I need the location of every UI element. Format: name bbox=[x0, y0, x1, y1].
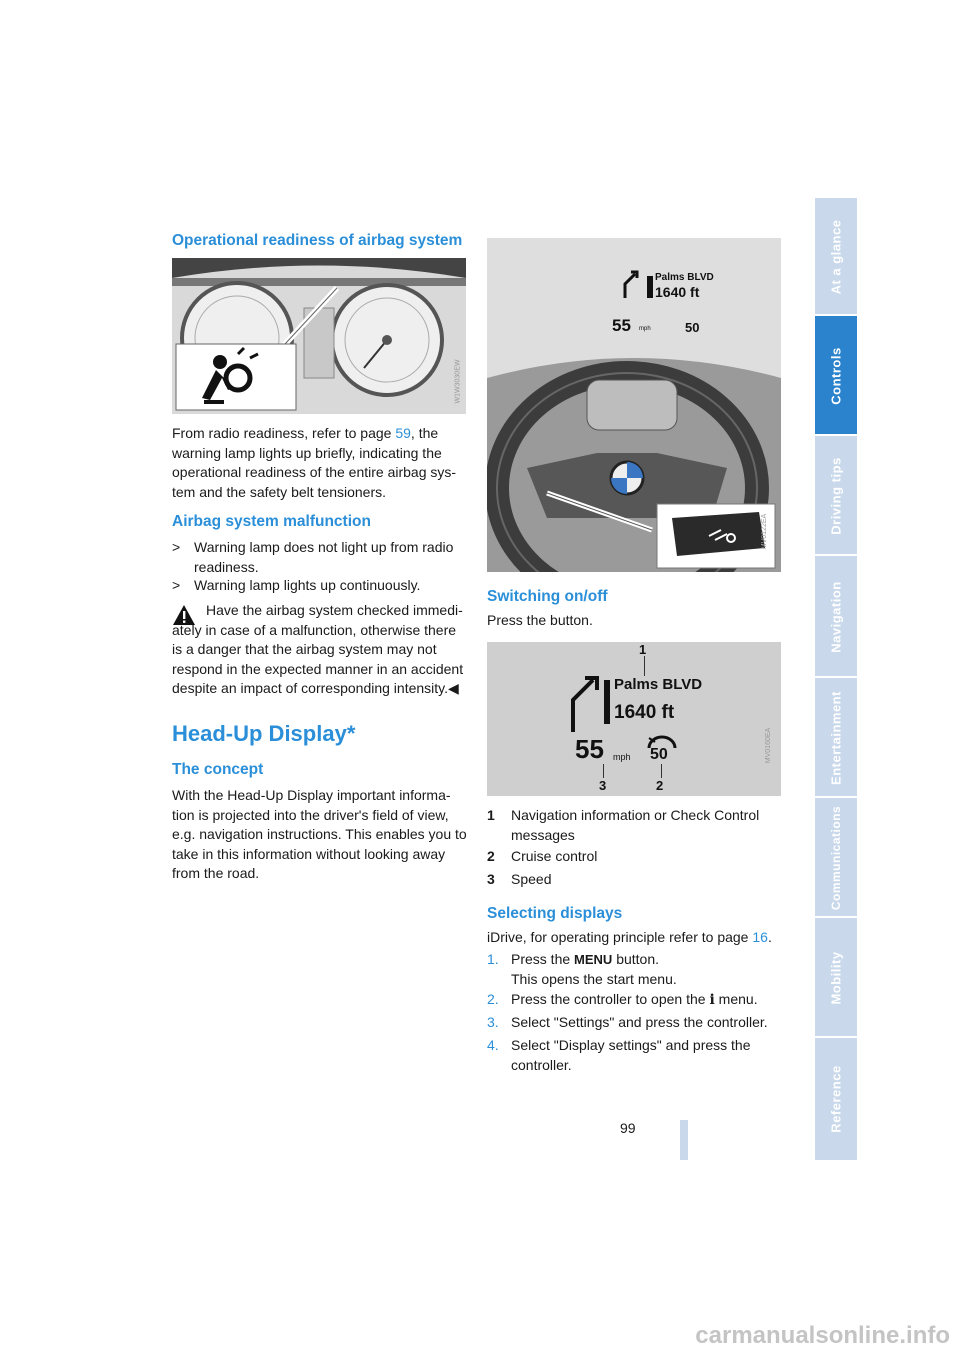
heading-head-up-display: Head-Up Display* bbox=[172, 721, 356, 746]
image-code: W1W3030EW bbox=[454, 359, 462, 404]
legend-number: 2 bbox=[487, 848, 495, 864]
legend-item bbox=[487, 847, 783, 867]
legend-number: 3 bbox=[487, 871, 495, 887]
step-text: Select "Settings" and press the controller. bbox=[511, 1014, 768, 1030]
hud-street-label: Palms BLVD bbox=[655, 272, 714, 283]
callout-line bbox=[661, 764, 662, 778]
tab-label: Mobility bbox=[828, 951, 844, 1005]
image-code: MV0122EA bbox=[761, 513, 769, 550]
hud-speed-unit: mph bbox=[613, 752, 631, 762]
side-tab-driving-tips[interactable] bbox=[815, 436, 857, 556]
footer-watermark: carmanualsonline.info bbox=[695, 1322, 950, 1349]
tab-label: Communications bbox=[829, 805, 843, 911]
side-tab-reference[interactable] bbox=[815, 1038, 857, 1160]
callout-2: 2 bbox=[656, 778, 664, 793]
hud-speed-value: 55 bbox=[575, 734, 604, 764]
instrument-cluster-image bbox=[172, 258, 466, 414]
hud-speed-value: 55 bbox=[612, 316, 631, 335]
tab-label: Controls bbox=[828, 347, 844, 405]
legend-text: Speed bbox=[511, 871, 552, 887]
tab-label: Driving tips bbox=[828, 457, 844, 535]
callout-3: 3 bbox=[599, 778, 607, 793]
callout-line bbox=[644, 656, 645, 676]
steering-wheel-hud-image bbox=[487, 238, 781, 572]
tab-label: Entertainment bbox=[828, 691, 844, 785]
step-number: 1. bbox=[487, 951, 499, 967]
step-item bbox=[487, 950, 783, 989]
legend-text: Navigation information or Check Control messages bbox=[511, 807, 760, 843]
legend-item bbox=[487, 806, 783, 845]
heading-operational-readiness: Operational readiness of airbag system bbox=[172, 232, 463, 249]
hud-speed-unit: mph bbox=[639, 326, 651, 332]
list-item bbox=[172, 538, 468, 577]
legend-number: 1 bbox=[487, 807, 495, 823]
hud-detail-image bbox=[487, 642, 781, 796]
tab-label: At a glance bbox=[828, 219, 844, 295]
text: iDrive, for operating principle refer to page bbox=[487, 929, 753, 945]
page-number-bar bbox=[680, 1120, 688, 1160]
paragraph-press-button: Press the button. bbox=[487, 612, 593, 628]
warning-paragraph bbox=[172, 601, 468, 699]
bullet-marker: > bbox=[172, 577, 181, 593]
side-tab-at-a-glance[interactable] bbox=[815, 198, 857, 316]
step-text: button. bbox=[612, 951, 660, 967]
step-text: This opens the start menu. bbox=[511, 970, 677, 987]
text: From radio readiness, refer to page bbox=[172, 425, 396, 441]
hud-distance-label: 1640 ft bbox=[655, 284, 700, 300]
step-text: menu. bbox=[714, 991, 758, 1007]
bullet-text: Warning lamp lights up continuously. bbox=[194, 577, 421, 593]
side-tab-communications[interactable] bbox=[815, 798, 857, 918]
step-text: Press the bbox=[511, 951, 575, 967]
legend-text: Cruise control bbox=[511, 848, 598, 864]
bullet-text: Warning lamp does not light up from radio readiness. bbox=[194, 539, 454, 575]
callout-1: 1 bbox=[639, 642, 647, 657]
hud-navigation-arrow-icon bbox=[567, 674, 607, 734]
steering-wheel-illustration bbox=[487, 238, 781, 572]
page-link-59[interactable]: 59 bbox=[395, 425, 411, 441]
step-item bbox=[487, 1036, 783, 1075]
side-tab-mobility[interactable] bbox=[815, 918, 857, 1038]
step-text: Press the controller to open the bbox=[511, 991, 710, 1007]
hud-distance-label: 1640 ft bbox=[614, 702, 675, 723]
warning-text: Have the airbag system checked immedi-ately in case of a malfunction, otherwise there is a danger that the airbag system may not respond in the expected manner in an accident despite an impact of corresponding intensity. bbox=[172, 602, 464, 696]
tab-label: Navigation bbox=[828, 581, 844, 653]
side-tab-navigation[interactable] bbox=[815, 556, 857, 678]
step-item bbox=[487, 1013, 783, 1033]
text: . bbox=[767, 929, 772, 945]
step-item bbox=[487, 990, 783, 1011]
image-code: MV0160EA bbox=[765, 727, 773, 764]
paragraph-idrive bbox=[487, 928, 783, 948]
menu-key-icon: MENU bbox=[574, 952, 613, 967]
list-item bbox=[172, 576, 468, 596]
info-menu-icon: i bbox=[709, 992, 715, 1008]
heading-switching-on-off: Switching on/off bbox=[487, 588, 608, 605]
heading-the-concept: The concept bbox=[172, 761, 264, 778]
step-number: 2. bbox=[487, 991, 499, 1007]
page-link-16[interactable]: 16 bbox=[752, 929, 768, 945]
page-number: 99 bbox=[620, 1120, 636, 1136]
heading-airbag-malfunction: Airbag system malfunction bbox=[172, 513, 371, 530]
side-tab-controls[interactable] bbox=[815, 316, 857, 436]
hud-bar bbox=[604, 680, 610, 724]
step-text: Select "Display settings" and press the controller. bbox=[511, 1037, 751, 1073]
instrument-cluster-illustration bbox=[172, 258, 466, 414]
hud-cruise-value: 50 bbox=[650, 746, 668, 763]
callout-line bbox=[603, 764, 604, 778]
hud-cruise-value: 50 bbox=[685, 320, 700, 335]
step-number: 4. bbox=[487, 1037, 499, 1053]
paragraph-concept: With the Head-Up Display important informa-tion is projected into the driver's field of view, e.g. navigation instructions. This enables you to take in this information without looking away from the road. bbox=[172, 787, 467, 881]
end-mark: ◀ bbox=[448, 680, 459, 696]
legend-item bbox=[487, 870, 783, 890]
hud-street-label: Palms BLVD bbox=[614, 676, 703, 693]
text: , the warning lamp lights up briefly, indicating the operational readiness of the entire airbag sys-tem and the safety belt tensioners. bbox=[172, 425, 457, 500]
tab-label: Reference bbox=[828, 1065, 844, 1133]
paragraph-radio-readiness bbox=[172, 424, 468, 502]
side-tab-entertainment[interactable] bbox=[815, 678, 857, 798]
bullet-marker: > bbox=[172, 539, 181, 555]
step-number: 3. bbox=[487, 1014, 499, 1030]
heading-selecting-displays: Selecting displays bbox=[487, 905, 623, 922]
